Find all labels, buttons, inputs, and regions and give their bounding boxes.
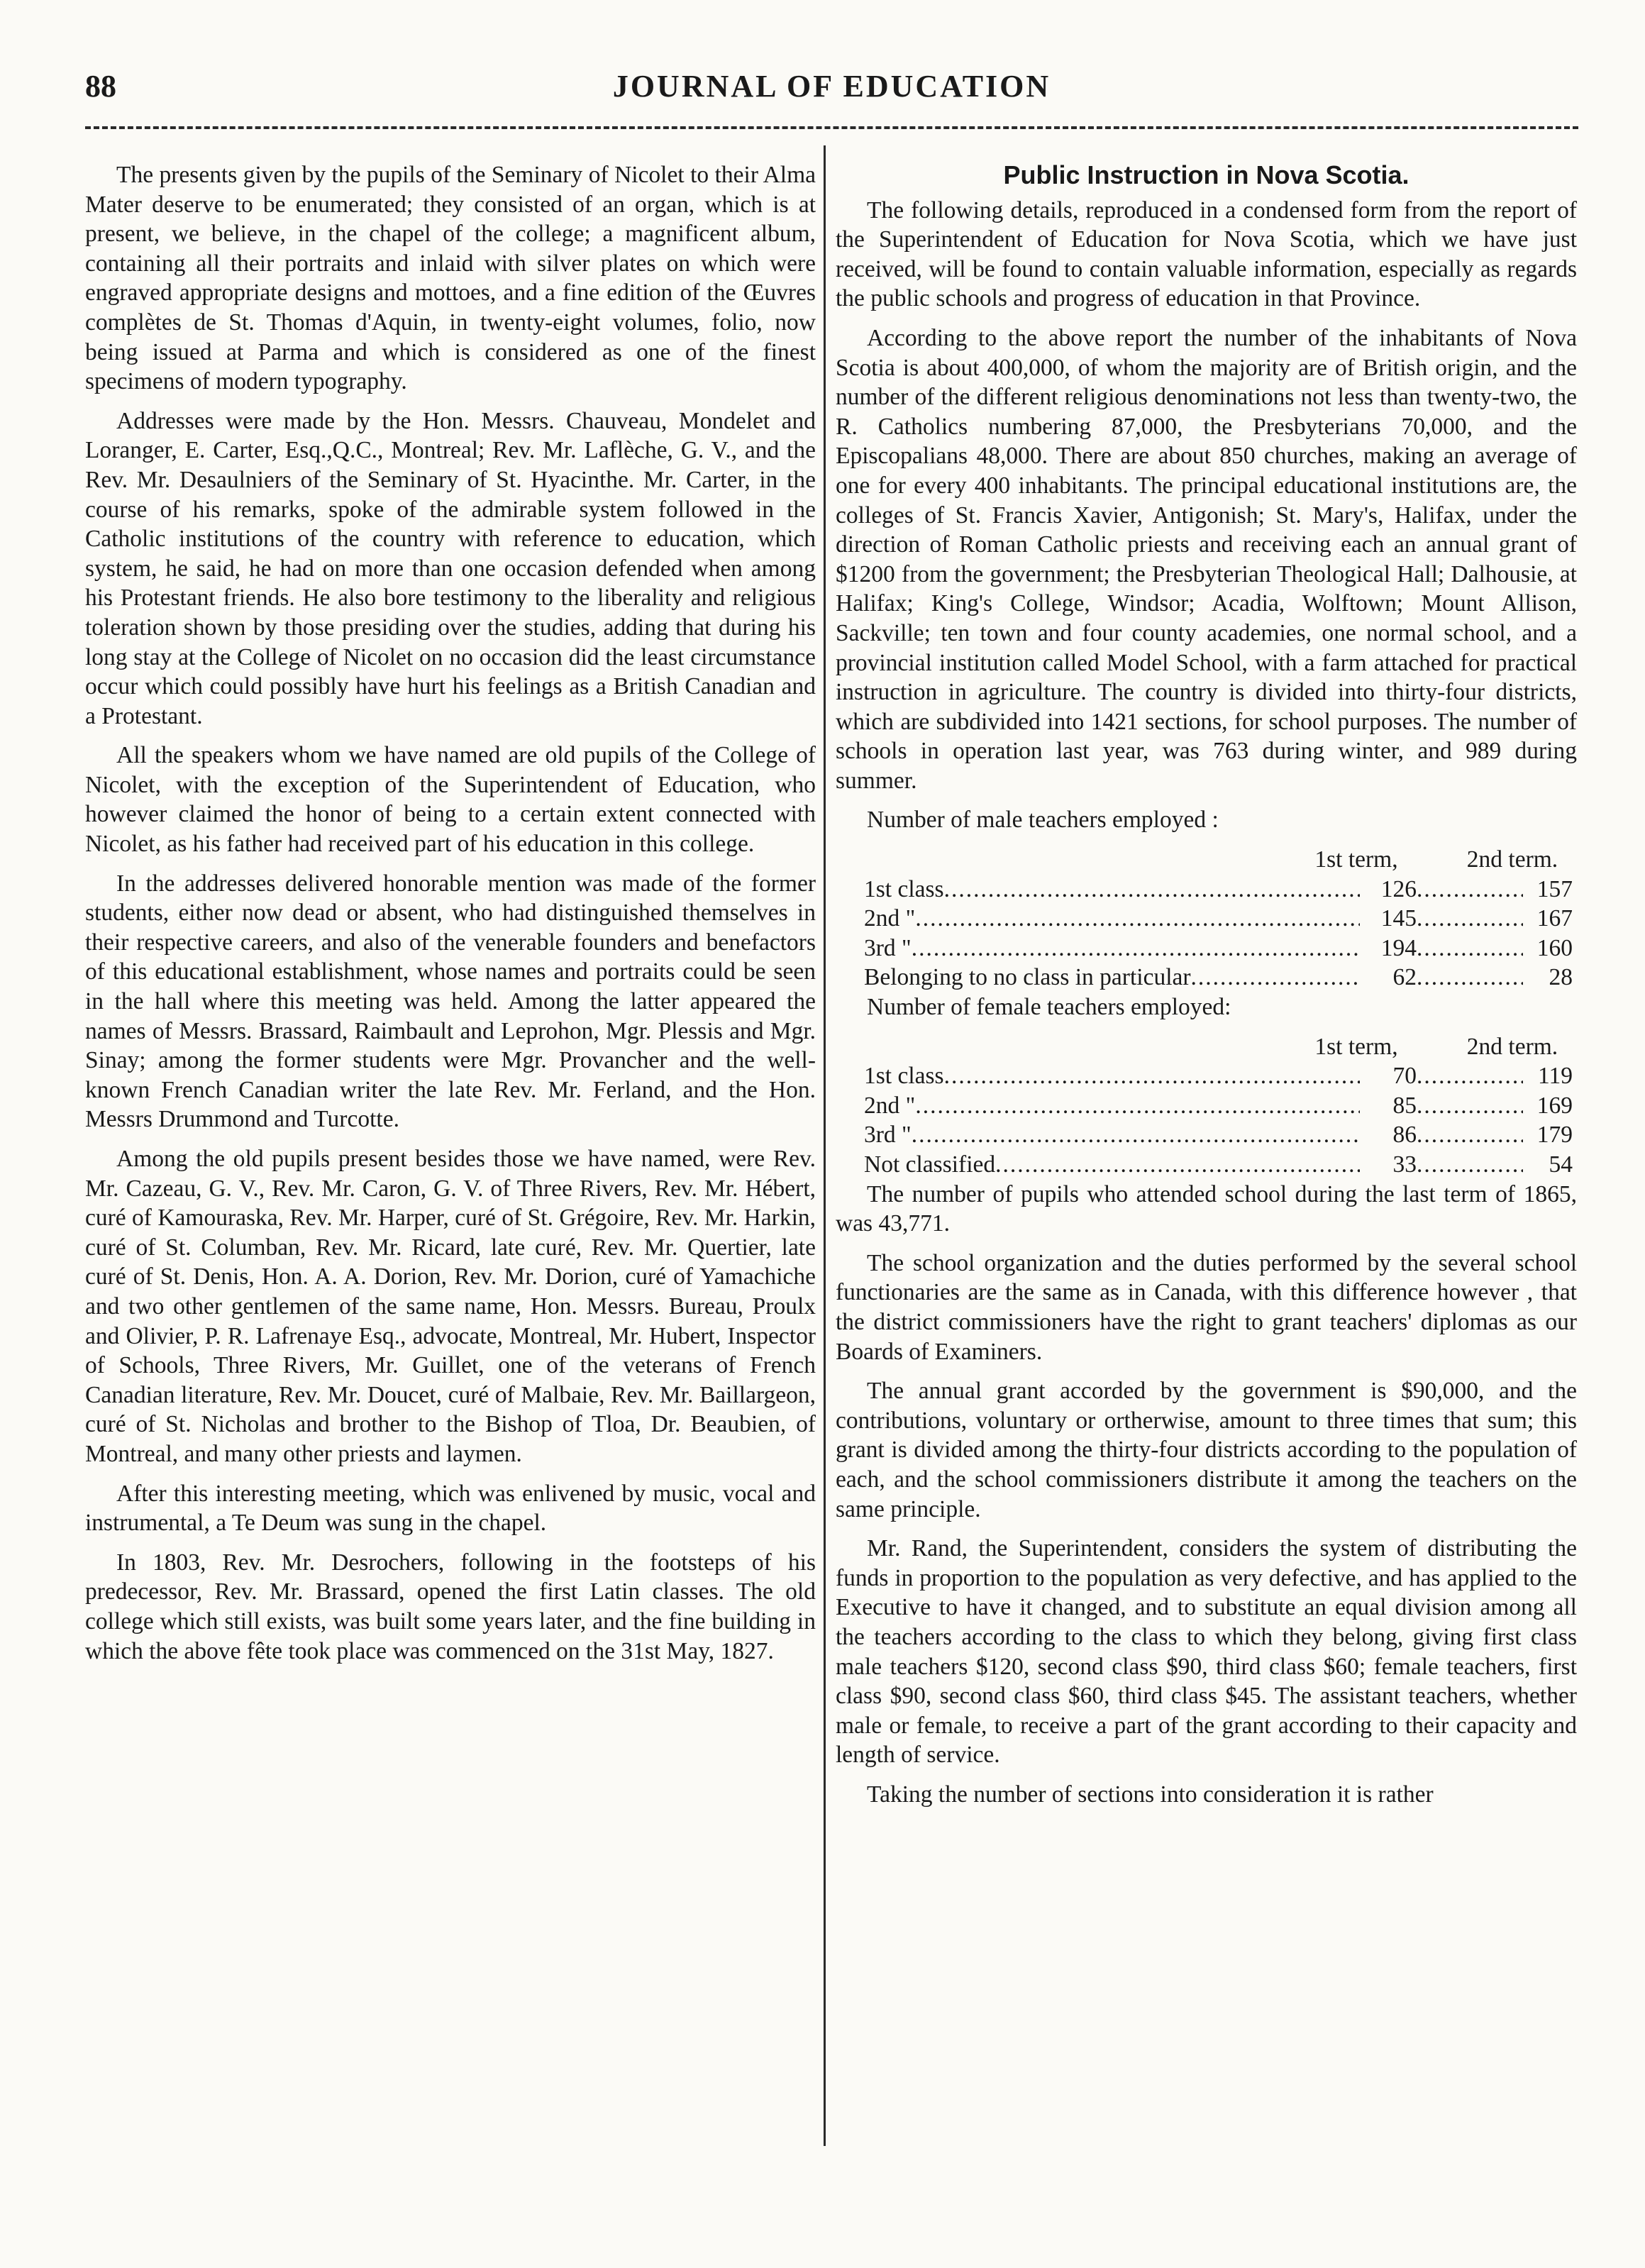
row-label: 3rd " [864,934,912,961]
page-number: 88 [85,69,116,104]
second-term-value: 179 [1536,1122,1573,1149]
first-term-value: 70 [1392,1063,1417,1090]
second-term-value: 169 [1536,1092,1573,1119]
table-row [836,1061,1577,1091]
second-term-value: 54 [1549,1151,1573,1178]
column-header: 2nd term. [1466,846,1558,873]
right-column [836,160,1577,1819]
row-label: 3rd " [864,1122,912,1149]
table-row [836,904,1577,934]
paragraph: In 1803, Rev. Mr. Desrochers, following in the footsteps of his predecessor, Rev. Mr. Brassard, opened the first Latin classes. The old college which still exists, was built some years later, and the fine building in which the above fête took place was commenced on the 31st May, 1827. [85,1549,816,1664]
first-term-value: 33 [1392,1151,1417,1178]
paragraph: Mr. Rand, the Superintendent, considers the system of distributing the funds in proportion to the population as very defective, and has applied to the Executive to have it changed, and to substitute an equal division among all the teachers according to the class to which they belong, giving first class male teachers $120, second class $90, third class $60; female teachers, first class $90, second class $60, third class $45. The assistant teachers, whether male or female, to receive a part of the grant according to their capacity and length of service. [836,1535,1577,1769]
second-term-value: 167 [1536,905,1573,932]
row-label: 1st class [864,1063,944,1090]
paragraph: According to the above report the number of the inhabitants of Nova Scotia is about 400,000, of whom the majority are of British origin, and the number of the different religious denominations not less than twenty-two, the R. Catholics numbering 87,000, the Presbyterians 70,000, and the Episcopalians 48,000. There are about 850 churches, making an average of one for every 400 inhabitants. The principal educational institutions are, the colleges of St. Francis Xavier, Antigonish; St. Mary's, Halifax, under the direction of Roman Catholic priests and receiving each an annual grant of $1200 from the government; the Presbyterian Theological Hall; Dalhousie, at Halifax; King's College, Windsor; Acadia, Wolftown; Mount Allison, Sackville; ten town and four county academies, one normal school, and a provincial institution called Model School, with a farm attached for practical instruction in agriculture. The country is divided into thirty-four districts, which are subdivided into 1421 sections, for school purposes. The number of schools in operation last year, was 763 during winter, and 989 during summer. [836,324,1577,794]
table-intro: Number of female teachers employed: [867,994,1231,1021]
table-row [836,1120,1577,1150]
header-rule [85,126,1578,129]
column-header: 1st term, [1314,846,1398,873]
row-label: 2nd " [864,905,916,932]
first-term-value: 86 [1392,1122,1417,1149]
paragraph: Among the old pupils present besides those we have named, were Rev. Mr. Cazeau, G. V., Rev. Mr. Caron, G. V. of Three Rivers, Rev. Mr. Hébert, curé of Kamouraska, Rev. Mr. Harper, curé of St. Grégoire, Rev. Mr. Harkin, curé of St. Columban, Rev. Mr. Ricard, late curé, Rev. Mr. Quertier, late curé of St. Denis, Hon. A. A. Dorion, Rev. Mr. Dorion, curé of Yamachiche and two other gentlemen of the same name, Hon. Messrs. Bureau, Proulx and Olivier, P. R. Lafrenaye Esq., advocate, Montreal, Mr. Hubert, Inspector of Schools, Three Rivers, Mr. Guillet, one of the veterans of French Canadian literature, Rev. Mr. Doucet, curé of Malbaie, Rev. Mr. Baillargeon, curé of St. Nicholas and brother to the Bishop of Tloa, Dr. Beaubien, of Montreal, and many other priests and laymen. [85,1146,816,1467]
female-teachers-table [836,992,1577,1180]
row-label: Not classified [864,1151,996,1178]
paragraph: In the addresses delivered honorable mention was made of the former students, either now dead or absent, who had distinguished themselves in their respective careers, and also of the venerable founders and benefactors of this educational establishment, whose names and portraits could be seen in the hall where this meeting was held. Among the latter appeared the names of Messrs. Brassard, Raimbault and Leprohon, Mgr. Plessis and Mgr. Sinay; among the former students were Mgr. Provancher and the well-known French Canadian writer the late Rev. Mr. Ferland, and the Hon. Messrs Drummond and Turcotte. [85,870,816,1133]
male-teachers-table [836,805,1577,992]
article-heading: Public Instruction in Nova Scotia. [1003,160,1409,189]
row-label: 2nd " [864,1092,916,1119]
table-intro: Number of male teachers employed : [867,807,1219,834]
paragraph: The number of pupils who attended school during the last term of 1865, was 43,771. [836,1180,1577,1237]
first-term-value: 194 [1380,934,1417,961]
first-term-value: 126 [1380,875,1417,902]
second-term-value: 28 [1549,964,1573,991]
table-row [836,934,1577,963]
paragraph: The annual grant accorded by the government is $90,000, and the contributions, voluntary or ortherwise, amount to three times that sum; this grant is divided among the thirty-four districts according to the population of each, and the school commissioners distribute it among the teachers on the same principle. [836,1378,1577,1522]
journal-title: JOURNAL OF EDUCATION [612,69,1051,104]
table-header [836,1032,1577,1062]
paragraph: Addresses were made by the Hon. Messrs. Chauveau, Mondelet and Loranger, E. Carter, Esq.,Q.C., Montreal; Rev. Mr. Laflèche, G. V., and the Rev. Mr. Desaulniers of the Seminary of St. Hyacinthe. Mr. Carter, in the course of his remarks, spoke of the admirable system followed in the Catholic institutions of the country with reference to education, which system, he said, he had on more than one occasion defended when among his Protestant friends. He also bore testimony to the liberality and religious toleration shown by those presiding over the studies, adding that during his long stay at the College of Nicolet on no occasion did the least circumstance occur which could possibly have hurt his feelings as a British Canadian and a Protestant. [85,407,816,729]
table-row [836,1150,1577,1180]
second-term-value: 119 [1537,1063,1573,1090]
table-header [836,845,1577,875]
table-row [836,963,1577,992]
left-column [85,160,816,1676]
table-row [836,875,1577,905]
row-label: 1st class [864,875,944,902]
paragraph: The presents given by the pupils of the Seminary of Nicolet to their Alma Mater deserve to be enumerated; they consisted of an organ, which is at present, we believe, in the chapel of the college; a magnificent album, containing all their portraits and inlaid with silver plates on which were engraved appropriate designs and mottoes, and a fine edition of the Œuvres complètes de St. Thomas d'Aquin, in twenty-eight volumes, folio, now being issued at Parma and which is considered as one of the finest specimens of modern typography. [85,162,816,395]
page-header [85,65,1578,122]
column-divider [824,145,826,2146]
paragraph: Taking the number of sections into consideration it is rather [867,1781,1434,1808]
table-row [836,1091,1577,1121]
paragraph: All the speakers whom we have named are old pupils of the College of Nicolet, with the exception of the Superintendent of Education, who however claimed the honor of being to a certain extent connected with Nicolet, as his father had received part of his education in this college. [85,742,816,858]
first-term-value: 62 [1392,964,1417,991]
second-term-value: 157 [1536,875,1573,902]
first-term-value: 85 [1392,1092,1417,1119]
paragraph: The following details, reproduced in a condensed form from the report of the Superintendent of Education for Nova Scotia, which we have just received, will be found to contain valuable information, especially as regards the public schools and progress of education in that Province. [836,197,1577,312]
second-term-value: 160 [1536,934,1573,961]
first-term-value: 145 [1380,905,1417,932]
row-label: Belonging to no class in particular [864,964,1191,991]
paragraph: After this interesting meeting, which was enlivened by music, vocal and instrumental, a Te Deum was sung in the chapel. [85,1480,816,1537]
column-header: 1st term, [1314,1033,1398,1060]
column-header: 2nd term. [1466,1033,1558,1060]
paragraph: The school organization and the duties performed by the several school functionaries are the same as in Canada, with this difference however , that the district commissioners have the right to grant teachers' diplomas as our Boards of Examiners. [836,1249,1577,1365]
